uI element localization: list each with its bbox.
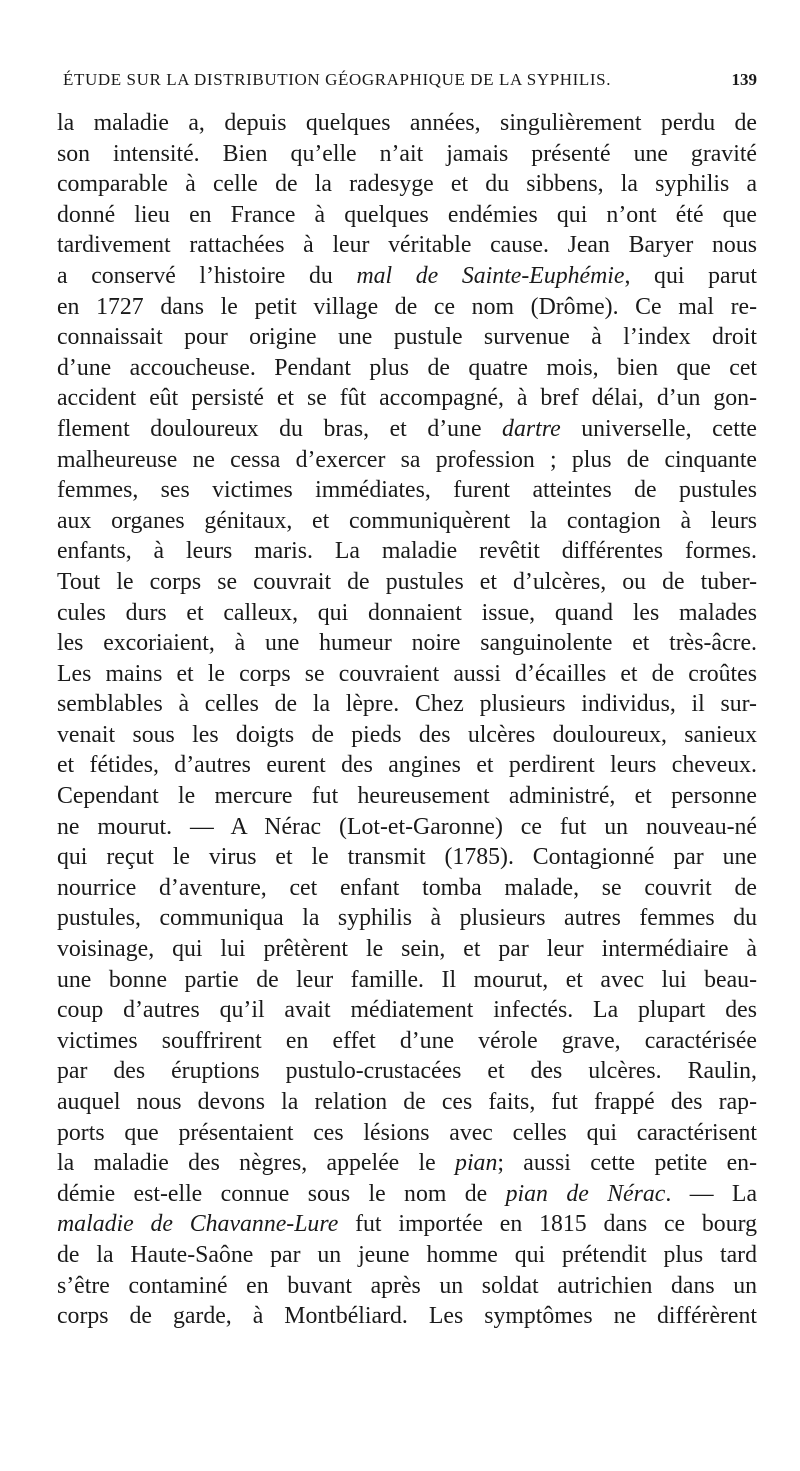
running-head (63, 70, 757, 104)
text-run: , qui parut (624, 262, 757, 289)
text-line (57, 934, 757, 965)
text-line (57, 230, 757, 261)
text-line (57, 812, 757, 843)
text-line (57, 506, 757, 537)
text-run: Tout le corps se couvrait de pustules et d’ulcères, ou de tuber- (57, 568, 757, 595)
text-run: les excoriaient, à une humeur noire sanguinolente et très-âcre. (57, 630, 757, 657)
text-run: la maladie a, depuis quelques années, singulièrement perdu de (57, 110, 757, 136)
text-run: venait sous les doigts de pieds des ulcères douloureux, sanieux (57, 721, 757, 748)
text-run: ne mourut. — A Nérac (Lot-et-Garonne) ce fut un nouveau-né (57, 813, 757, 840)
text-line (57, 965, 757, 996)
text-line (57, 169, 757, 200)
text-line (57, 1301, 757, 1332)
text-run: de la Haute-Saône par un jeune homme qui prétendit plus tard (57, 1241, 757, 1268)
text-run: tardivement rattachées à leur véritable cause. Jean Baryer nous (57, 232, 757, 259)
page-number: 139 (731, 70, 757, 89)
text-line (57, 322, 757, 353)
text-line (57, 1179, 757, 1210)
text-run: malheureuse ne cessa d’exercer sa profession ; plus de cinquante (57, 446, 757, 473)
text-run: . — La (665, 1180, 758, 1207)
text-run: démie est-elle connue sous le nom de (57, 1180, 506, 1207)
text-line (57, 445, 757, 476)
text-run: Cependant le mercure fut heureusement administré, et personne (57, 783, 757, 810)
text-run: son intensité. Bien qu’elle n’ait jamais présenté une gravité (57, 140, 757, 167)
text-run: cules durs et calleux, qui donnaient issue, quand les malades (57, 599, 757, 626)
text-run: donné lieu en France à quelques endémies qui n’ont été que (57, 201, 757, 228)
text-line (57, 628, 757, 659)
text-run: connaissait pour origine une pustule survenue à l’index droit (57, 324, 757, 351)
text-run: femmes, ses victimes immédiates, furent atteintes de pustules (57, 477, 757, 504)
text-run: enfants, à leurs maris. La maladie revêtit différentes formes. (57, 538, 757, 565)
text-line (57, 261, 757, 292)
text-run: et fétides, d’autres eurent des angines et perdirent leurs cheveux. (57, 752, 757, 779)
text-run: qui reçut le virus et le transmit (1785). Contagionné par une (57, 844, 757, 871)
text-line (57, 1118, 757, 1149)
text-run: a conservé l’histoire du (57, 262, 357, 289)
text-line (57, 475, 757, 506)
text-run: aux organes génitaux, et communiquèrent la contagion à leurs (57, 507, 757, 534)
text-run: pustules, communiqua la syphilis à plusieurs autres femmes du (57, 905, 757, 932)
body-text (57, 108, 757, 1332)
text-line (57, 292, 757, 323)
text-run: coup d’autres qu’il avait médiatement infectés. La plupart des (57, 997, 757, 1024)
text-run: voisinage, qui lui prêtèrent le sein, et par leur intermédiaire à (57, 936, 757, 963)
text-run: comparable à celle de la radesyge et du sibbens, la syphilis a (57, 171, 757, 198)
text-line (57, 873, 757, 904)
text-run: s’être contaminé en buvant après un soldat autrichien dans un (57, 1272, 757, 1299)
text-run: une bonne partie de leur famille. Il mourut, et avec lui beau- (57, 966, 757, 993)
text-run: accident eût persisté et se fût accompagné, à bref délai, d’un gon- (57, 385, 757, 412)
text-line (57, 689, 757, 720)
text-run: victimes souffrirent en effet d’une vérole grave, caractérisée (57, 1027, 757, 1054)
text-line (57, 1087, 757, 1118)
text-run: nourrice d’aventure, cet enfant tomba malade, se couvrit de (57, 874, 757, 901)
italic-term: mal de Sainte-Euphémie (356, 262, 625, 289)
text-run: fut importée en 1815 dans ce bourg (338, 1211, 757, 1238)
text-run: universelle, cette (560, 415, 757, 442)
text-line (57, 139, 757, 170)
text-line (57, 414, 757, 445)
text-line (57, 995, 757, 1026)
text-line (57, 598, 757, 629)
text-run: la maladie des nègres, appelée le (57, 1150, 456, 1177)
text-line (57, 108, 757, 139)
text-line (57, 903, 757, 934)
text-line (57, 1056, 757, 1087)
text-run: ports que présentaient ces lésions avec celles qui caractérisent (57, 1119, 757, 1146)
text-run: par des éruptions pustulo-crustacées et des ulcères. Raulin, (57, 1058, 757, 1085)
text-line (57, 1148, 757, 1179)
text-line (57, 842, 757, 873)
italic-term: maladie de Chavanne-Lure (57, 1211, 339, 1238)
text-run: en 1727 dans le petit village de ce nom (Drôme). Ce mal re- (57, 293, 757, 320)
italic-term: pian de Nérac (505, 1180, 666, 1207)
text-run: Les mains et le corps se couvraient aussi d’écailles et de croûtes (57, 660, 757, 687)
text-line (57, 1026, 757, 1057)
text-run: semblables à celles de la lèpre. Chez plusieurs individus, il sur- (57, 691, 757, 718)
text-line (57, 383, 757, 414)
book-page (57, 70, 757, 1332)
text-line (57, 536, 757, 567)
text-run: auquel nous devons la relation de ces faits, fut frappé des rap- (57, 1089, 757, 1115)
text-run: d’une accoucheuse. Pendant plus de quatre mois, bien que cet (57, 354, 757, 381)
text-line (57, 1271, 757, 1302)
text-line (57, 720, 757, 751)
text-line (57, 567, 757, 598)
text-line (57, 1240, 757, 1271)
running-title: ÉTUDE SUR LA DISTRIBUTION GÉOGRAPHIQUE DE LA SYPHILIS. (63, 70, 612, 89)
text-run: corps de garde, à Montbéliard. Les symptômes ne différèrent (57, 1303, 757, 1330)
text-line (57, 353, 757, 384)
text-line (57, 781, 757, 812)
text-run: ; aussi cette petite en- (497, 1150, 758, 1177)
text-line (57, 659, 757, 690)
italic-term: dartre (502, 415, 561, 442)
text-run: flement douloureux du bras, et d’une (57, 415, 503, 442)
text-line (57, 200, 757, 231)
italic-term: pian (455, 1150, 498, 1177)
text-line (57, 1209, 757, 1240)
text-line (57, 750, 757, 781)
